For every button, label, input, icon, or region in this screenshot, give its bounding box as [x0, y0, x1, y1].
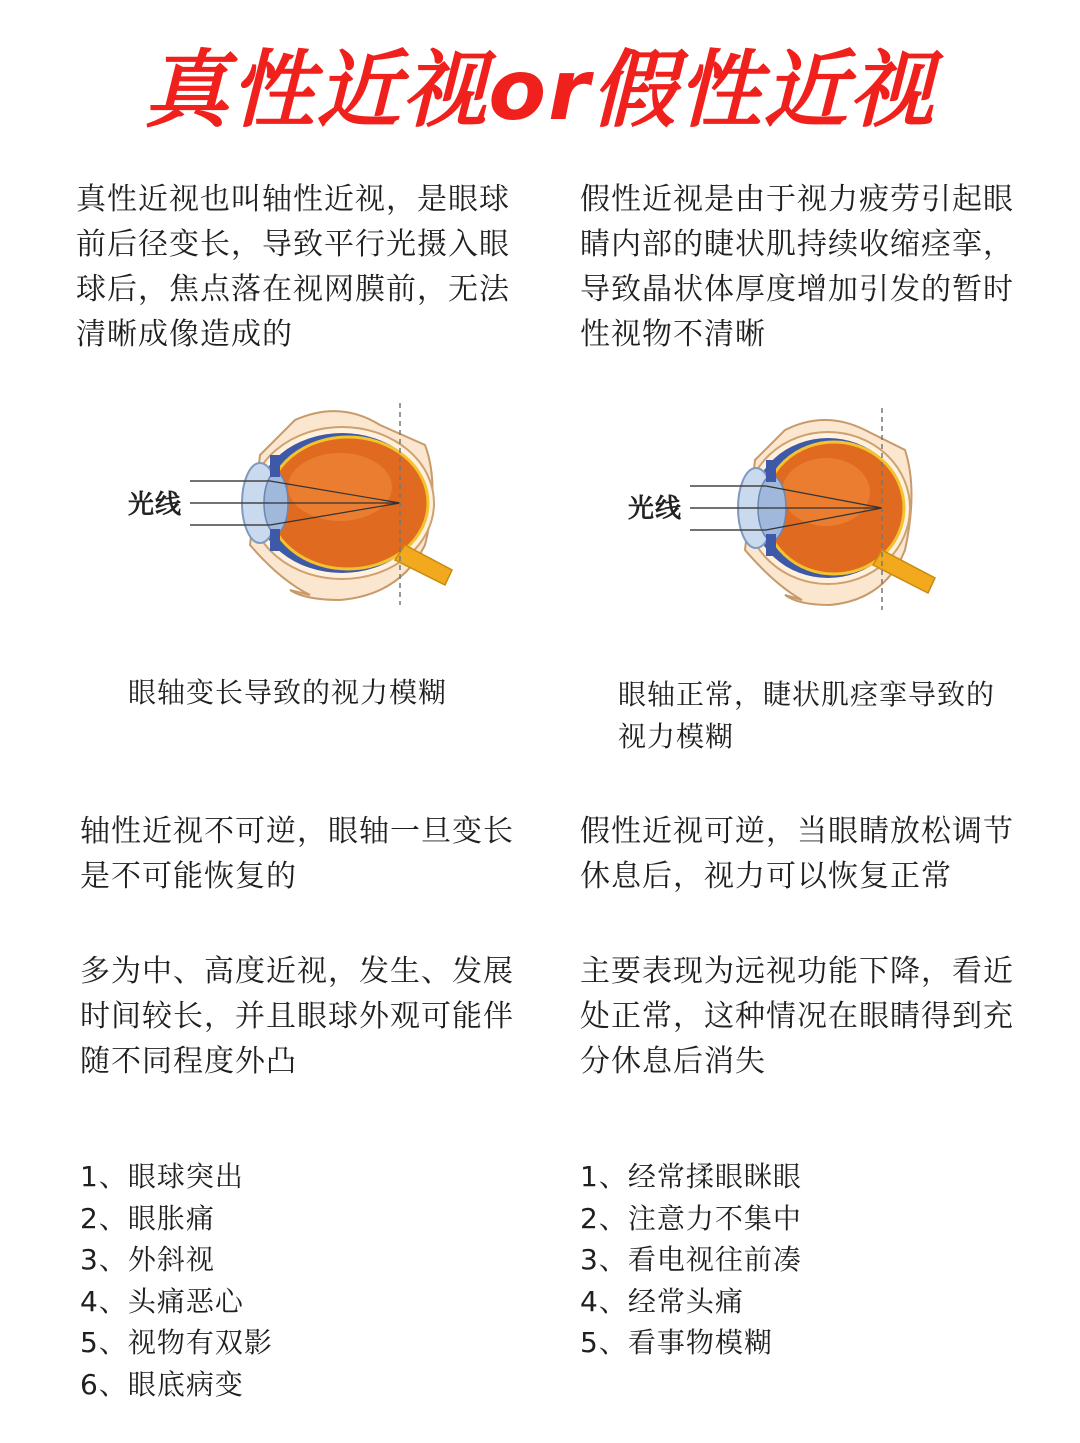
pseudo-myopia-reversibility: 假性近视可逆，当眼睛放松调节休息后，视力可以恢复正常: [580, 814, 1014, 894]
list-item: 6、眼底病变: [80, 1367, 244, 1401]
list-item: 4、经常头痛: [580, 1284, 744, 1318]
list-item: 1、经常揉眼眯眼: [580, 1160, 802, 1193]
true-myopia-description: 多为中、高度近视，发生、发展时间较长，并且眼球外观可能伴随不同程度外凸: [80, 954, 514, 1079]
elongated-eye-diagram: [190, 395, 550, 615]
list-item: 3、看电视往前凑: [580, 1243, 802, 1277]
optic-nerve: [395, 545, 452, 585]
pseudo-myopia-definition: 假性近视是由于视力疲劳引起眼睛内部的睫状肌持续收缩痉挛，导致晶状体厚度增加引发的暂时性视物不清晰: [580, 182, 1014, 352]
light-rays-label: 光线: [128, 490, 183, 520]
list-item: 1、眼球突出: [80, 1160, 244, 1193]
page-title: 真性近视or假性近视: [144, 41, 936, 139]
true-myopia-definition: 真性近视也叫轴性近视，是眼球前后径变长，导致平行光摄入眼球后，焦点落在视网膜前，无法清晰成像造成的: [76, 182, 510, 352]
list-item: 4、头痛恶心: [80, 1284, 244, 1318]
list-item: 5、看事物模糊: [580, 1326, 773, 1360]
true-myopia-symptom-list: [80, 1156, 273, 1406]
true-myopia-caption: 眼轴变长导致的视力模糊: [128, 676, 448, 709]
list-item: 3、外斜视: [80, 1243, 215, 1277]
normal-axis-eye-diagram: [690, 400, 1050, 620]
pseudo-myopia-caption: 眼轴正常，睫状肌痉挛导致的视力模糊: [618, 678, 996, 753]
pseudo-myopia-symptom-list: [580, 1156, 802, 1364]
true-myopia-reversibility: 轴性近视不可逆，眼轴一旦变长是不可能恢复的: [80, 814, 514, 894]
list-item: 5、视物有双影: [80, 1326, 273, 1360]
list-item: 2、眼胀痛: [80, 1201, 215, 1235]
light-rays-label: 光线: [628, 494, 683, 524]
pseudo-myopia-description: 主要表现为远视功能下降，看近处正常，这种情况在眼睛得到充分休息后消失: [580, 954, 1014, 1079]
list-item: 2、注意力不集中: [580, 1201, 802, 1235]
